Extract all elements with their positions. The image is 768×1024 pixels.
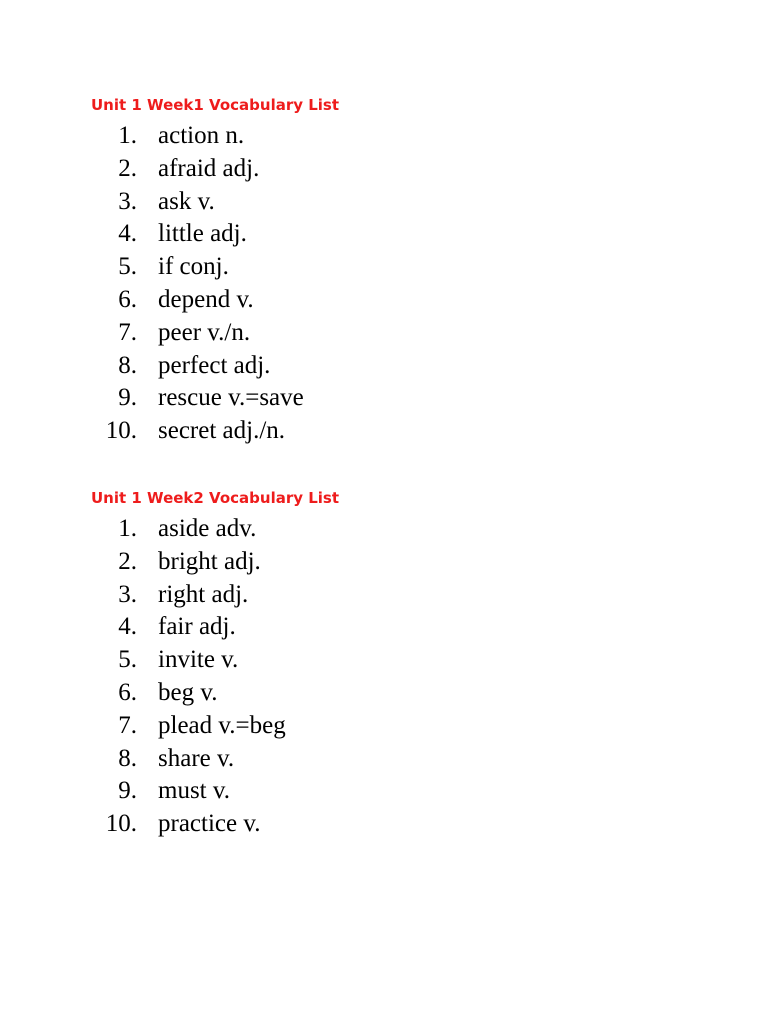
vocabulary-item xyxy=(0,415,768,448)
week1-vocabulary-list xyxy=(0,120,768,448)
item-word: plead v.=beg xyxy=(158,711,286,739)
item-word: share v. xyxy=(158,744,235,772)
item-word: must v. xyxy=(158,777,230,805)
vocabulary-item xyxy=(0,317,768,350)
vocabulary-item xyxy=(0,120,768,153)
item-word: action n. xyxy=(158,122,245,149)
item-number: 6. xyxy=(118,678,137,706)
item-number: 2. xyxy=(118,154,137,182)
item-word: peer v./n. xyxy=(158,318,251,346)
item-number: 3. xyxy=(118,580,137,608)
item-word: invite v. xyxy=(158,646,239,674)
item-number: 9. xyxy=(118,384,137,412)
vocabulary-item xyxy=(0,153,768,186)
item-word: rescue v.=save xyxy=(158,384,304,412)
vocabulary-item xyxy=(0,382,768,415)
item-number: 4. xyxy=(118,613,137,641)
item-number: 10. xyxy=(105,417,137,445)
vocabulary-item xyxy=(0,546,768,579)
item-number: 8. xyxy=(118,744,137,772)
vocabulary-item xyxy=(0,284,768,317)
vocabulary-item xyxy=(0,611,768,644)
item-word: bright adj. xyxy=(158,547,261,575)
item-number: 1. xyxy=(118,515,137,542)
item-word: beg v. xyxy=(158,678,218,706)
item-number: 7. xyxy=(118,318,137,346)
item-number: 2. xyxy=(118,547,137,575)
week2-list-title: Unit 1 Week2 Vocabulary List xyxy=(91,489,340,507)
vocabulary-item xyxy=(0,251,768,284)
item-number: 6. xyxy=(118,285,137,313)
vocabulary-item xyxy=(0,710,768,743)
item-word: aside adv. xyxy=(158,515,257,542)
item-word: practice v. xyxy=(158,810,261,838)
week1-list-title: Unit 1 Week1 Vocabulary List xyxy=(91,96,340,114)
vocabulary-item xyxy=(0,350,768,383)
vocabulary-item xyxy=(0,513,768,546)
vocabulary-item xyxy=(0,644,768,677)
item-number: 9. xyxy=(118,777,137,805)
vocabulary-item xyxy=(0,579,768,612)
item-word: ask v. xyxy=(158,187,215,215)
item-word: fair adj. xyxy=(158,613,236,641)
week2-vocabulary-list xyxy=(0,513,768,841)
item-number: 8. xyxy=(118,351,137,379)
item-number: 1. xyxy=(118,122,137,149)
item-word: little adj. xyxy=(158,220,247,248)
item-word: right adj. xyxy=(158,580,249,608)
vocabulary-item xyxy=(0,218,768,251)
item-word: afraid adj. xyxy=(158,154,260,182)
item-word: depend v. xyxy=(158,285,254,313)
item-word: perfect adj. xyxy=(158,351,271,379)
item-number: 5. xyxy=(118,253,137,281)
item-number: 5. xyxy=(118,646,137,674)
vocabulary-item xyxy=(0,808,768,841)
vocabulary-item xyxy=(0,775,768,808)
vocabulary-item xyxy=(0,677,768,710)
item-number: 7. xyxy=(118,711,137,739)
item-number: 10. xyxy=(105,810,137,838)
item-number: 3. xyxy=(118,187,137,215)
vocabulary-item xyxy=(0,186,768,219)
vocabulary-item xyxy=(0,743,768,776)
item-word: if conj. xyxy=(158,253,229,281)
item-word: secret adj./n. xyxy=(158,417,286,445)
item-number: 4. xyxy=(118,220,137,248)
